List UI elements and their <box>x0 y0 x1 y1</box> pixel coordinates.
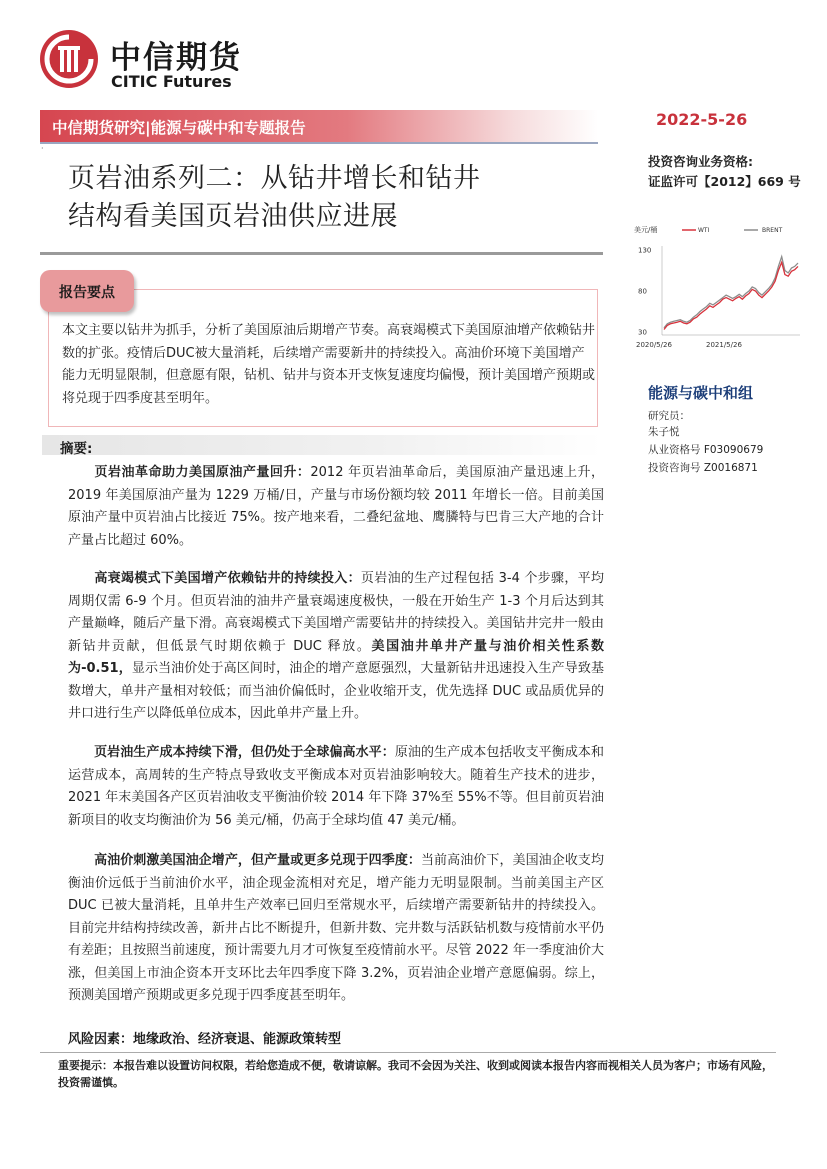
paragraph-4-text: 当前高油价下，美国油企收支均衡油价远低于当前油价水平，油企现金流相对充足，增产能力无明显限制。当前美国主产区 DUC 已被大量消耗，且单井生产效率已回归至常规水平，后续增产需要新钻井的持续投入。目前完井结构持续改善，新井占比不断提升，但新井数、完井数与活跃钻机数与疫情前水平仍有差距；且按照当前速度，预计需要九月才可恢复至疫情前水平。尽管 2022 年一季度油价大涨，但美国上市油企资本开支环比去年四季度下降 3.2%，页岩油企业增产意愿偏弱。综上，预测美国增产预期或更多兑现于四季度甚至明年。 <box>68 853 604 1003</box>
chart-ylabel: 美元/桶 <box>634 226 658 234</box>
abstract-paragraph-4 <box>68 850 604 1008</box>
title-line-2: 结构看美国页岩油供应进展 <box>68 201 398 232</box>
research-group-title: 能源与碳中和组 <box>648 384 754 402</box>
paragraph-2-text-2: 显示当油价处于高区间时，油企的增产意愿强烈，大量新钻井迅速投入生产导致基数增大，单井产量相对较低；而当油价偏低时，企业收缩开支，优先选择 DUC 或品质优异的井口进行生产以降低单位成本，因此单井产量上升。 <box>68 661 604 721</box>
logo-english-name: CITIC Futures <box>111 72 232 91</box>
risk-factors: 风险因素：地缘政治、经济衰退、能源政策转型 <box>68 1032 342 1047</box>
legend-brent-label: BRENT <box>762 227 783 234</box>
analyst-name: 朱子悦 <box>648 426 680 438</box>
paragraph-2-text-1: 页岩油的生产过程包括 3-4 个步骤，平均周期仅需 6-9 个月。但页岩油的油井产量衰竭速度极快，一般在开始生产 1-3 个月后达到其产量巅峰，随后产量下滑。高衰竭模式下美国增产需要钻井的持续投入。美国钻井完井一般由新钻井贡献，但低景气时期依赖于 DUC 释放。 <box>68 571 604 654</box>
key-points-text: 本文主要以钻井为抓手，分析了美国原油后期增产节奏。高衰竭模式下美国原油增产依赖钻井数的扩张。疫情后DUC被大量消耗，后续增产需要新井的持续投入。高油价环境下美国增产能力无明显限制，但意愿有限，钻机、钻井与资本开支恢复速度均偏慢，预计美国增产预期或将兑现于四季度甚至明年。 <box>62 323 596 406</box>
paragraph-3-heading: 页岩油生产成本持续下滑，但仍处于全球偏高水平： <box>94 745 395 760</box>
citic-futures-logo <box>38 28 258 94</box>
paragraph-2-highlight: 美国油井单井产量与油价相关性系数为-0.51， <box>68 638 604 676</box>
title-divider <box>40 252 603 255</box>
paragraph-1-text: 2012 年页岩油革命后，美国原油产量迅速上升，2019 年美国原油产量为 1229 万桶/日，产量与市场份额均较 2011 年增长一倍。目前美国原油产量中页岩油占比接近 75%。按产地来看，二叠纪盆地、鹰膦特与巴肯三大产地的合计产量占比超过 60%。 <box>68 465 604 548</box>
y-tick-label: 130 <box>638 246 652 255</box>
qualification-line-1: 投资咨询业务资格: <box>648 154 753 169</box>
legend-wti-label: WTI <box>698 227 710 234</box>
abstract-header-bar <box>42 435 602 455</box>
analyst-label: 研究员： <box>648 410 690 422</box>
paragraph-1-heading: 页岩油革命助力美国原油产量回升： <box>94 465 311 480</box>
footer-divider <box>40 1052 776 1053</box>
banner-divider <box>40 142 598 144</box>
paragraph-4-heading: 高油价刺激美国油企增产，但产量或更多兑现于四季度： <box>94 853 421 868</box>
paragraph-2-heading: 高衰竭模式下美国增产依赖钻井的持续投入： <box>94 571 361 586</box>
abstract-paragraph-3 <box>68 742 604 832</box>
banner-text: 中信期货研究|能源与碳中和专题报告 <box>52 119 306 137</box>
oil-price-chart <box>632 220 802 360</box>
report-series-banner <box>40 110 598 142</box>
series-line-brent <box>664 257 798 328</box>
report-title <box>68 160 481 236</box>
report-date: 2022-5-26 <box>656 110 748 129</box>
abstract-paragraph-2 <box>68 568 604 726</box>
analyst-license-2: 投资咨询号 Z0016871 <box>648 462 758 474</box>
paragraph-3-text: 原油的生产成本包括收支平衡成本和运营成本，高周转的生产特点导致收支平衡成本对页岩油影响较大。随着生产技术的进步，2021 年末美国各产区页岩油收支平衡油价较 2014 年下降 37%至 55%不等。但目前页岩油新项目的收支均衡油价为 56 美元/桶，仍高于全球均值 47 美元/桶。 <box>68 745 604 828</box>
title-line-1: 页岩油系列二：从钻井增长和钻井 <box>68 163 481 194</box>
footer-notice: 重要提示：本报告难以设置访问权限，若给您造成不便，敬请谅解。我司不会因为关注、收到或阅读本报告内容而视相关人员为客户；市场有风险，投资需谨慎。 <box>58 1059 773 1089</box>
logo-chinese-name: 中信期货 <box>110 40 242 76</box>
series-line-wti <box>664 262 798 329</box>
x-tick-label-1: 2020/5/26 <box>636 341 672 349</box>
citic-logo-icon <box>38 28 100 90</box>
key-points-label: 报告要点 <box>59 285 115 301</box>
decorative-dot: · <box>41 144 44 153</box>
y-tick-label: 30 <box>638 328 647 337</box>
qualification-line-2: 证监许可【2012】669 号 <box>648 174 801 189</box>
analyst-license-1: 从业资格号 F03090679 <box>648 444 764 456</box>
x-tick-label-2: 2021/5/26 <box>706 341 742 349</box>
abstract-label: 摘要: <box>60 441 93 457</box>
y-tick-label: 80 <box>638 287 647 296</box>
key-points-tab <box>40 270 134 312</box>
abstract-paragraph-1 <box>68 462 604 552</box>
